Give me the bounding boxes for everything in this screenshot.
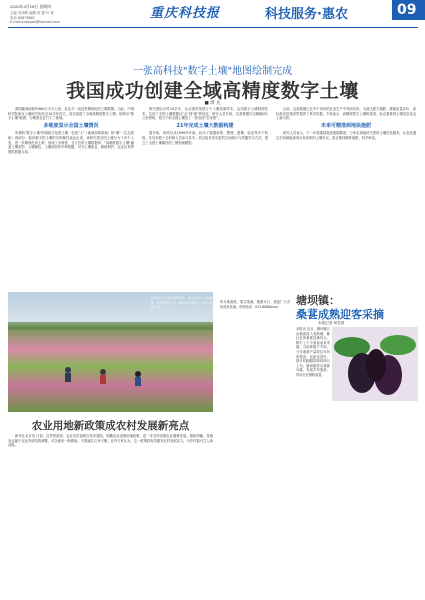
article-kicker: 一张高科技"数字土壤"地图绘制完成 bbox=[132, 66, 293, 77]
policy-body bbox=[8, 434, 213, 448]
article-title: 我国成功创建全域高精度数字土壤 bbox=[66, 80, 359, 102]
mulberry-photo bbox=[332, 327, 418, 401]
article-lead: 我国地域面积有960万平方公里，但迄今一直没有精细化的土壤数据。为此，中国科学院南京土壤研究所经过10多年攻关，成功创建了全域高精度数字土壤，绘制出"数字土壤"地图，为精准农业打下了基础。 bbox=[8, 107, 134, 121]
policy-body-text: 新华社北京电 日前，自然资源部、农业农村部联合发布通知，明确农业设施用地政策，进一步支持设施农业健康发展。通知明确，设施农业属于农业内部结构调整，可以使用一般耕地，不需落实占补平衡。业内专家认为，这一政策将有效激发农村发展活力，为乡村振兴注入新动能。 bbox=[8, 434, 213, 448]
subhead-2: 21年完成土壤大数据构建 bbox=[176, 122, 234, 129]
article-col1 bbox=[8, 107, 134, 154]
mulberry-author: 本报记者 何雪林 bbox=[318, 321, 345, 325]
article-col3-body2: 研究人员表示，下一步将继续提高数据精度，力争实现地块尺度的土壤信息服务，让农民通过手机就能查询自家田块的土壤状况，真正做到精准施肥、科学种田。 bbox=[276, 131, 416, 140]
mulberry-body bbox=[296, 327, 330, 378]
article-col3-body: 目前，这套数据已在多个省份的农业生产中得到应用，为测土配方施肥、耕地质量评价、高标准农田建设等提供了科学依据。专家表示，高精度数字土壤的建成，标志着我国土壤信息化迈上新台阶。 bbox=[276, 107, 416, 121]
policy-title: 农业用地新政策成农村发展新亮点 bbox=[31, 420, 190, 432]
article-col2-body2: 据介绍，该项目从1999年开始，经历了数据收集、整理、建模、验证等多个阶段，先后有数十名科研人员参与其中。项目组采用先进的空间统计与机器学习方法，建立了全国土壤属性的三维预测模型。 bbox=[142, 131, 268, 145]
article-col2 bbox=[142, 107, 268, 145]
header-date: 2020年4月16日 星期四 bbox=[10, 4, 51, 9]
header-phone: 电话 62876862 bbox=[10, 16, 36, 20]
mulberry-body-short: 本报讯 近日，塘坝镇万亩桑葚进入成熟期，紫红色的桑葚挂满枝头，吸引了不少游客前来采摘。当地种植户介绍，今年桑葚产量较往年有所提高，品质也更好，预计采摘期将持续到5月上旬。塘坝镇将以桑葚为媒，发展乡村旅游，带动农民增收致富。 bbox=[296, 327, 330, 377]
article-col2-body: 研究团队历时10多年，从全国采集数万个土壤剖面样本，运用数字土壤制图技术，实现了全国土壤数据从"点"到"面"的转变。研究人员介绍，这套数据可以精确到1公里网格，相当于给全国土壤拍了一张高清"全身照"。 bbox=[142, 107, 268, 121]
newspaper-logo: 重庆科技报 bbox=[150, 6, 221, 21]
page-number: 09 bbox=[397, 2, 417, 18]
article-col3 bbox=[276, 107, 416, 141]
article-col1-body: 所谓的"数字土壤"即指数字化的土壤，包括"土"（地域剖面系统）和"壤"（生态系统）两部分，能用数字把土壤的各种属性表达出来。该研究将全国土壤分为十多个土类，进一步精细化到土种，形成了多维度、全方位的土壤数据库。"高精度数字土壤"涵盖土壤类型、土壤属性、土壤剖面等多种数据，可为土壤改良、耕地保护、农业区划等提供数据支持。 bbox=[8, 131, 134, 154]
page-number-box bbox=[392, 0, 425, 20]
section-title: 科技服务·惠农 bbox=[265, 7, 348, 22]
mulberry-title-1: 塘坝镇： bbox=[296, 294, 340, 307]
header-editor: 主编 苏伟利 编辑 田 霞 叶 青 bbox=[10, 11, 54, 15]
mulberry-ad-text: 四月桑葚熟，果实饱满，酸甜可口，欢迎广大市民前来采摘。咨询电话：023-6888xxxx bbox=[220, 300, 290, 309]
article-author: ■ 周 凡 bbox=[204, 101, 221, 106]
photo-caption: 各地村民正在田间劳作，推进农村土地流转，发展特色产业，助力乡村振兴。 图 / 本报记者 bbox=[150, 296, 212, 310]
subhead-3: 未来可精准到地块施肥 bbox=[320, 122, 371, 129]
mulberry-illustration bbox=[332, 327, 418, 401]
farmland-photo bbox=[8, 292, 213, 412]
header-rule bbox=[8, 27, 418, 28]
photo-figures bbox=[8, 292, 213, 412]
header-email: E-mail:caijiqiao@foxmail.com bbox=[10, 20, 60, 24]
subhead-1: 多维度显示全国土壤情况 bbox=[43, 122, 99, 129]
masthead bbox=[0, 0, 425, 36]
mulberry-title-2: 桑葚成熟迎客采摘 bbox=[296, 308, 384, 321]
